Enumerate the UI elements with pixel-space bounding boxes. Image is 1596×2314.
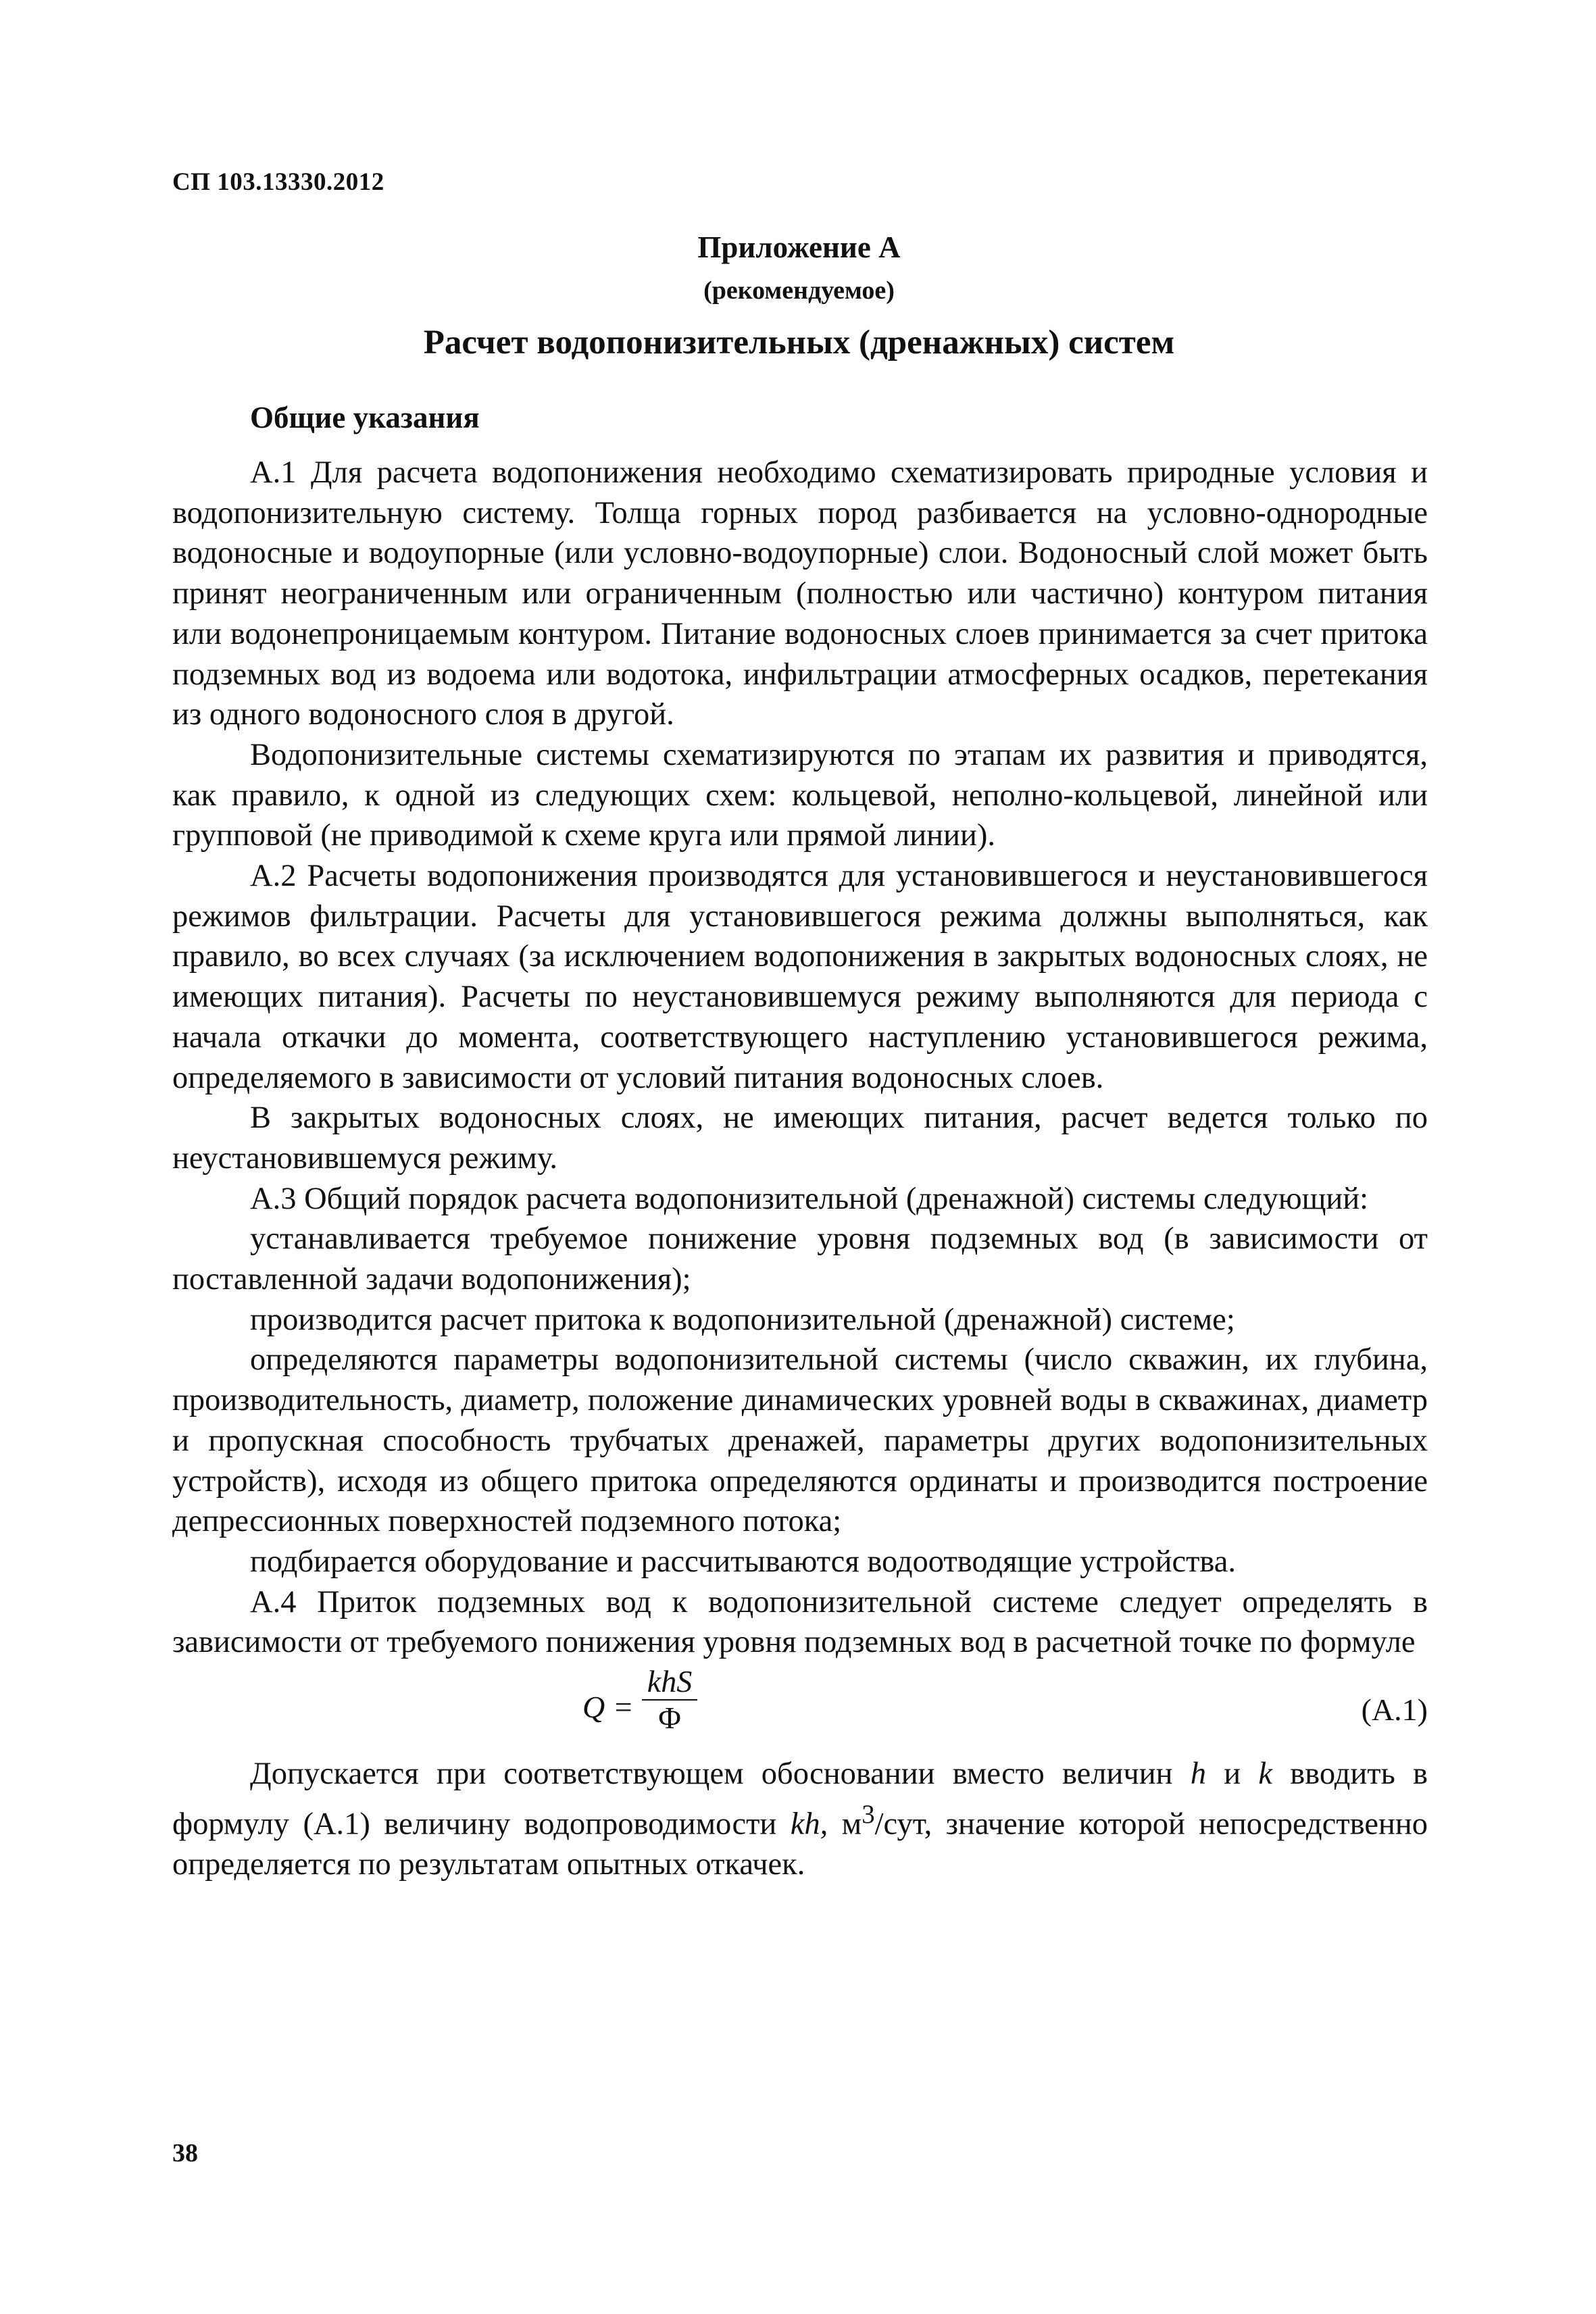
- text-run: и: [1206, 1757, 1259, 1792]
- formula-number: (А.1): [1361, 1692, 1428, 1728]
- unit-superscript: 3: [862, 1799, 875, 1829]
- appendix-title: Приложение А: [697, 230, 901, 264]
- formula-lhs: Q =: [582, 1690, 634, 1725]
- text-run: Допускается при соответствующем обосновании вместо величин: [250, 1757, 1191, 1792]
- formula-a1: [172, 1665, 1428, 1750]
- paragraph-a4: А.4 Приток подземных вод к водопонизительной системе следует определять в зависимости от требуемого понижения уровня подземных вод в расчетной точке по формуле: [172, 1584, 1428, 1660]
- text-run: /сут, значение которой непосредственно определяется по результатам опытных откачек.: [172, 1807, 1428, 1882]
- paragraph-a3: А.3 Общий порядок расчета водопонизительной (дренажной) системы следующий:: [250, 1181, 1369, 1216]
- paragraph-step-1: устанавливается требуемое понижение уровня подземных вод (в зависимости от поставленной задачи водопонижения);: [172, 1222, 1428, 1297]
- page-number: 38: [172, 2139, 198, 2167]
- appendix-status: (рекомендуемое): [703, 276, 895, 305]
- paragraph-step-3: определяются параметры водопонизительной системы (число скважин, их глубина, производительность, диаметр, положение динамических уровней воды в скважинах, диаметр и пропускная способность трубчатых дренажей, параметры других водопонизительных устройств), исходя из общего притока определяются ординаты и производится построение депрессионных поверхностей подземного потока;: [172, 1342, 1428, 1539]
- paragraph-step-4: подбирается оборудование и рассчитываются водоотводящие устройства.: [250, 1544, 1237, 1579]
- variable-kh: kh,: [790, 1807, 828, 1842]
- formula-denominator: Φ: [658, 1701, 681, 1736]
- paragraph-closed-layers: В закрытых водоносных слоях, не имеющих питания, расчет ведется только по неустановившемуся режиму.: [172, 1101, 1428, 1176]
- paragraph-a2: А.2 Расчеты водопонижения производятся для установившегося и неустановившегося режимов фильтрации. Расчеты для установившегося режима должны выполняться, как правило, во всех случаях (за исключением водопонижения в закрытых водоносных слоях, не имеющих питания). Расчеты по неустановившемуся режиму выполняются для периода с начала откачки до момента, соответствующего наступлению установившегося режима, определяемого в зависимости от условий питания водоносных слоев.: [172, 859, 1428, 1095]
- main-title: Расчет водопонизительных (дренажных) систем: [423, 324, 1175, 361]
- variable-h: h: [1190, 1757, 1206, 1792]
- paragraph-step-2: производится расчет притока к водопонизительной (дренажной) системе;: [250, 1302, 1235, 1337]
- document-code: СП 103.13330.2012: [172, 168, 384, 196]
- section-heading: Общие указания: [250, 401, 480, 434]
- paragraph-transmissivity: [172, 1754, 1428, 1885]
- paragraph-a1: А.1 Для расчета водопонижения необходимо схематизировать природные условия и водопонизительную систему. Толща горных пород разбивается на условно-однородные водоносные и водоупорные (или условно-водоупорные) слои. Водоносный слой может быть принят неограниченным или ограниченным (полностью или частично) контуром питания или водонепроницаемым контуром. Питание водоносных слоев принимается за счет притока подземных вод из водоема или водотока, инфильтрации атмосферных осадков, перетекания из одного водоносного слоя в другой.: [172, 455, 1428, 732]
- variable-k: k: [1258, 1757, 1272, 1792]
- body-text: [172, 453, 1428, 1885]
- text-run: вводить в формулу (А.1) величину водопроводимости: [172, 1757, 1428, 1842]
- paragraph-schemes: Водопонизительные системы схематизируются по этапам их развития и приводятся, как правило, к одной из следующих схем: кольцевой, неполно-кольцевой, линейной или групповой (не приводимой к схеме круга или прямой линии).: [172, 737, 1428, 853]
- formula-fraction: [641, 1664, 699, 1736]
- text-run: м: [828, 1807, 862, 1842]
- formula-numerator: khS: [647, 1664, 693, 1699]
